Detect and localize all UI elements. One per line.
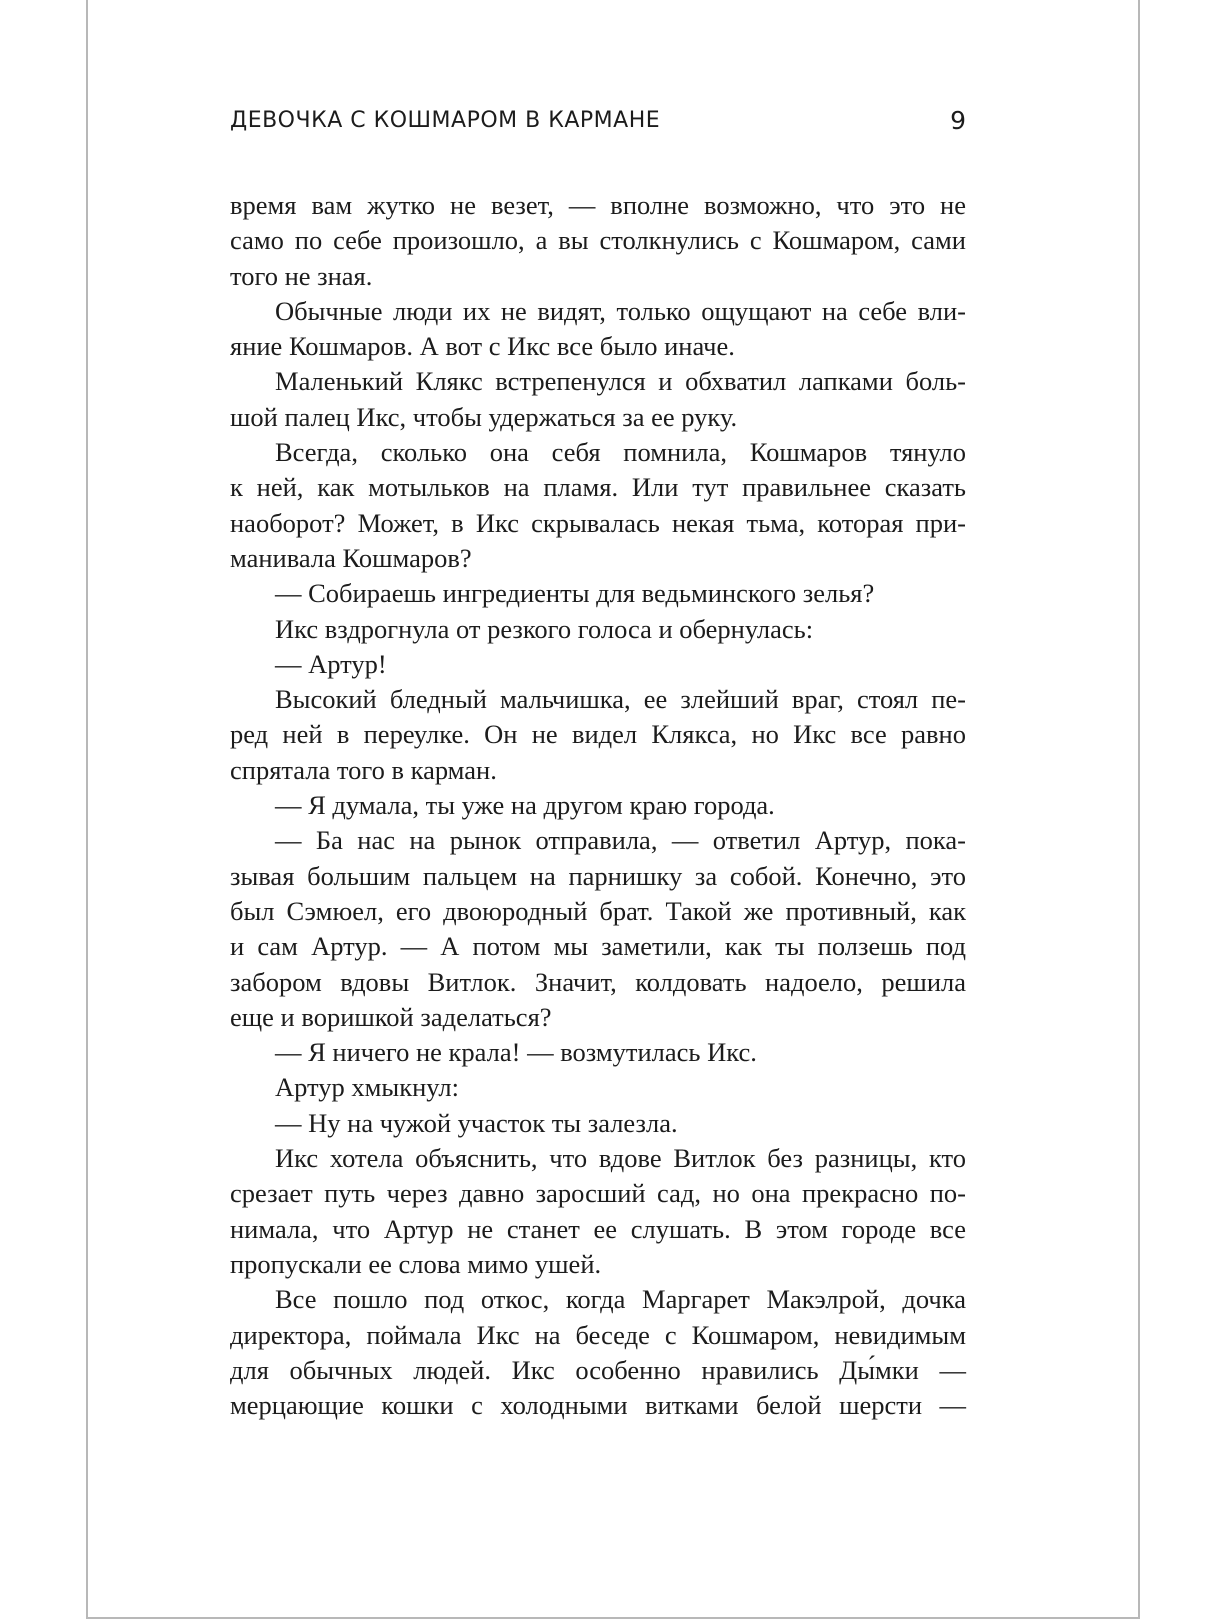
text-line: — Ну на чужой участок ты залезла. [275,1107,678,1138]
text-line: пропускали ее слова мимо ушей. [230,1248,602,1279]
text-line: Всегда, сколько она себя помнила, Кошмаров тянуло [275,437,966,468]
text-body [230,188,966,1423]
text-line: — Я думала, ты уже на другом краю города. [275,790,775,821]
text-line: Артур хмыкнул: [275,1072,459,1103]
text-line: того не зная. [230,260,373,291]
text-line: Маленький Клякс встрепенулся и обхватил лапками боль- [275,366,966,397]
running-title: ДЕВОЧКА С КОШМАРОМ В КАРМАНЕ [230,108,661,133]
text-line: еще и воришкой заделаться? [230,1001,552,1032]
text-line: ред ней в переулке. Он не видел Клякса, но Икс все равно [230,719,966,750]
text-line: манивала Кошмаров? [230,542,472,573]
text-line: наоборот? Может, в Икс скрывалась некая тьма, которая при- [230,507,966,538]
text-line: Икс хотела объяснить, что вдове Витлок без разницы, кто [275,1143,966,1174]
text-line: время вам жутко не везет, — вполне возможно, что это не [230,190,966,220]
text-line: само по себе произошло, а вы столкнулись с Кошмаром, сами [230,225,966,256]
text-line: — Артур! [275,648,387,679]
text-line: к ней, как мотыльков на пламя. Или тут правильнее сказать [230,472,966,503]
text-line: шой палец Икс, чтобы удержаться за ее руку. [230,401,738,432]
text-line: директора, поймала Икс на беседе с Кошмаром, невидимым [230,1319,966,1350]
text-line: был Сэмюел, его двоюродный брат. Такой же противный, как [230,895,966,926]
text-line: забором вдовы Витлок. Значит, колдовать надоело, решила [230,966,966,997]
text-line: — Я ничего не крала! — возмутилась Икс. [275,1037,757,1068]
text-line: Икс вздрогнула от резкого голоса и обернулась: [275,613,814,644]
text-line: — Собираешь ингредиенты для ведьминского зелья? [275,578,875,609]
text-line: нимала, что Артур не станет ее слушать. В этом городе все [230,1213,966,1244]
text-line: Обычные люди их не видят, только ощущают на себе вли- [275,295,966,326]
text-line: спрятала того в карман. [230,754,497,785]
text-line: для обычных людей. Икс особенно нравились Ды́мки — [230,1354,966,1385]
text-line: яние Кошмаров. А вот с Икс все было иначе. [230,331,735,362]
text-line: зывая большим пальцем на парнишку за собой. Конечно, это [230,860,966,891]
running-header [230,104,966,144]
text-line: срезает путь через давно заросший сад, но она прекрасно по- [230,1178,966,1209]
text-line: Все пошло под откос, когда Маргарет Макэлрой, дочка [275,1284,966,1315]
text-line: и сам Артур. — А потом мы заметили, как ты ползешь под [230,931,966,962]
text-line: мерцающие кошки с холодными витками белой шерсти — [230,1390,966,1421]
page-number: 9 [950,106,966,135]
text-line: Высокий бледный мальчишка, ее злейший враг, стоял пе- [275,684,966,715]
text-line: — Ба нас на рынок отправила, — ответил Артур, пока- [275,825,966,856]
